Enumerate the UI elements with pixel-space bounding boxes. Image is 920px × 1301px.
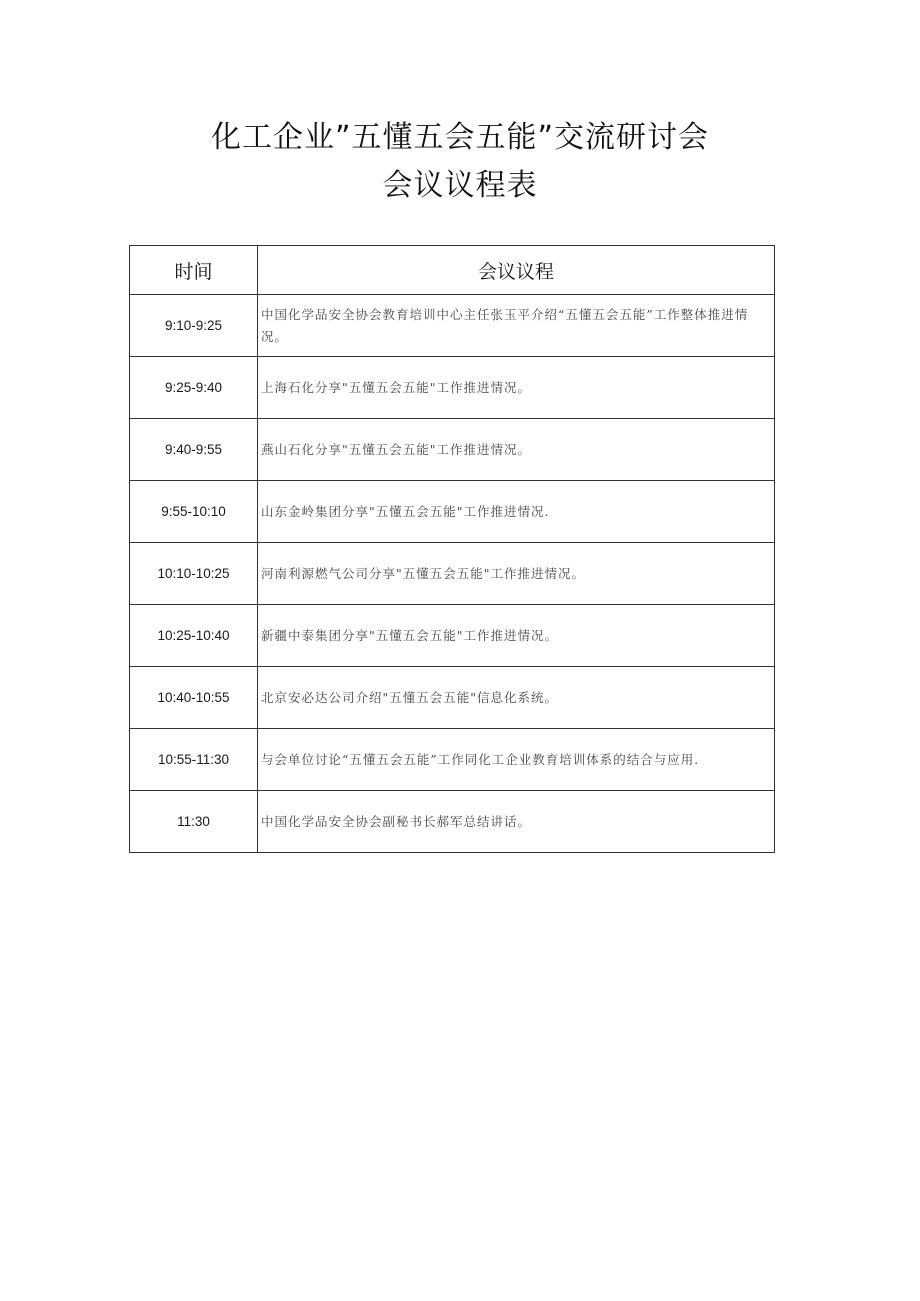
row-time: 10:55-11:30 bbox=[130, 729, 258, 791]
row-time: 10:25-10:40 bbox=[130, 605, 258, 667]
row-agenda-item: 新疆中泰集团分享"五懂五会五能"工作推进情况。 bbox=[258, 605, 775, 667]
table-row bbox=[130, 605, 775, 667]
row-agenda-item: 与会单位讨论“五懂五会五能”工作同化工企业教育培训体系的结合与应用. bbox=[258, 729, 775, 791]
row-time: 11:30 bbox=[130, 791, 258, 853]
row-time: 9:55-10:10 bbox=[130, 481, 258, 543]
agenda-table bbox=[129, 245, 775, 853]
table-row bbox=[130, 791, 775, 853]
table-row bbox=[130, 419, 775, 481]
table-row bbox=[130, 543, 775, 605]
document-subtitle: 会议议程表 bbox=[382, 168, 538, 203]
row-time: 10:40-10:55 bbox=[130, 667, 258, 729]
row-time: 10:10-10:25 bbox=[130, 543, 258, 605]
table-row bbox=[130, 295, 775, 357]
table-row bbox=[130, 667, 775, 729]
row-agenda-item: 中国化学品安全协会副秘书长郝军总结讲话。 bbox=[258, 791, 775, 853]
row-time: 9:10-9:25 bbox=[130, 295, 258, 357]
row-agenda-item: 河南利源燃气公司分享"五懂五会五能"工作推进情况。 bbox=[258, 543, 775, 605]
table-row bbox=[130, 481, 775, 543]
table-row bbox=[130, 729, 775, 791]
row-agenda-item: 上海石化分享"五懂五会五能"工作推进情况。 bbox=[258, 357, 775, 419]
table-row bbox=[130, 357, 775, 419]
header-agenda: 会议议程 bbox=[258, 246, 775, 295]
document-title: 化工企业”五懂五会五能”交流研讨会 bbox=[210, 120, 710, 155]
header-time: 时间 bbox=[130, 246, 258, 295]
table-header-row bbox=[130, 246, 775, 295]
row-time: 9:25-9:40 bbox=[130, 357, 258, 419]
row-agenda-item: 中国化学品安全协会教育培训中心主任张玉平介绍“五懂五会五能”工作整体推进情况。 bbox=[258, 295, 775, 357]
row-time: 9:40-9:55 bbox=[130, 419, 258, 481]
row-agenda-item: 北京安必达公司介绍"五懂五会五能"信息化系统。 bbox=[258, 667, 775, 729]
row-agenda-item: 燕山石化分享"五懂五会五能"工作推进情况。 bbox=[258, 419, 775, 481]
row-agenda-item: 山东金岭集团分享"五懂五会五能"工作推进情况. bbox=[258, 481, 775, 543]
